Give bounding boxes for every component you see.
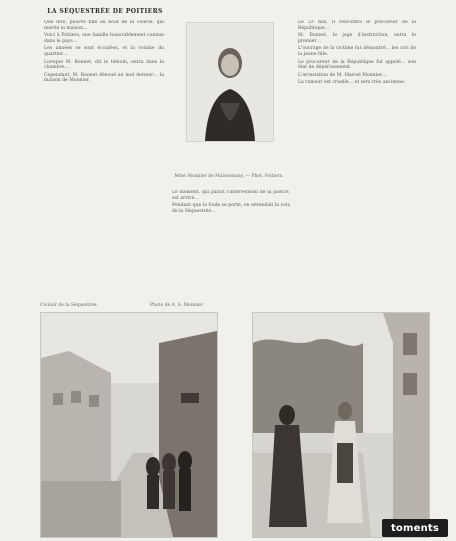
paragraph: M. Bonnet, le juge d'instruction, entra le premier… xyxy=(298,33,416,44)
portrait-caption: Mme Monnier de Malcenissay. — Phot. Poitiers. xyxy=(174,174,284,179)
paragraph: Pendant que la foule se porte, on entendait la voix de la Séquestrée… xyxy=(172,203,290,214)
text-column-1 xyxy=(44,20,164,306)
paragraph: Le procureur de la République fut appelé… son état de dépérissement. xyxy=(298,59,416,71)
watermark-badge: toments xyxy=(382,519,448,537)
paragraph: Que dire, pauvre fille au bout de la course, qui mérite la maison… xyxy=(44,20,164,31)
paragraph: L'arrestation de M. Marcel Monnier… xyxy=(298,72,387,78)
paragraph: Voici à Poitiers, une famille honorablement connue dans le pays… xyxy=(44,33,164,44)
text-column-3 xyxy=(298,20,416,306)
text-column-2 xyxy=(172,190,290,306)
paragraph: Les années se sont écoulées, et la voisine du quartier… xyxy=(44,46,164,57)
paragraph: Le 23 mai, il rencontra le procureur de la République… xyxy=(298,20,416,31)
left-photo-caption: Couloir de la Séquestrée. xyxy=(40,303,98,308)
paragraph: Lorsque M. Bonnet, dit le témoin, entra dans la chambre… xyxy=(44,59,164,71)
street-photo xyxy=(40,312,218,538)
article-title: LA SÉQUESTRÉE DE POITIERS xyxy=(47,8,163,15)
paragraph: Cependant, M. Bonnet dénoué au mot dernier… la maison de Monnier. xyxy=(44,72,164,84)
paragraph: Le moment, qui paraît l'intervention de la justice, est arrivé… xyxy=(172,190,290,201)
women-photo xyxy=(252,312,430,538)
right-photo-caption: Photo de A. S. Monnier. xyxy=(150,303,204,308)
paragraph: L'ouvrage de la victime fut démontré… les cris de la jeune fille. xyxy=(298,46,416,57)
paragraph: La rumeur est cruelle… et sera très ancienne. xyxy=(298,80,406,86)
portrait-image xyxy=(186,22,274,142)
